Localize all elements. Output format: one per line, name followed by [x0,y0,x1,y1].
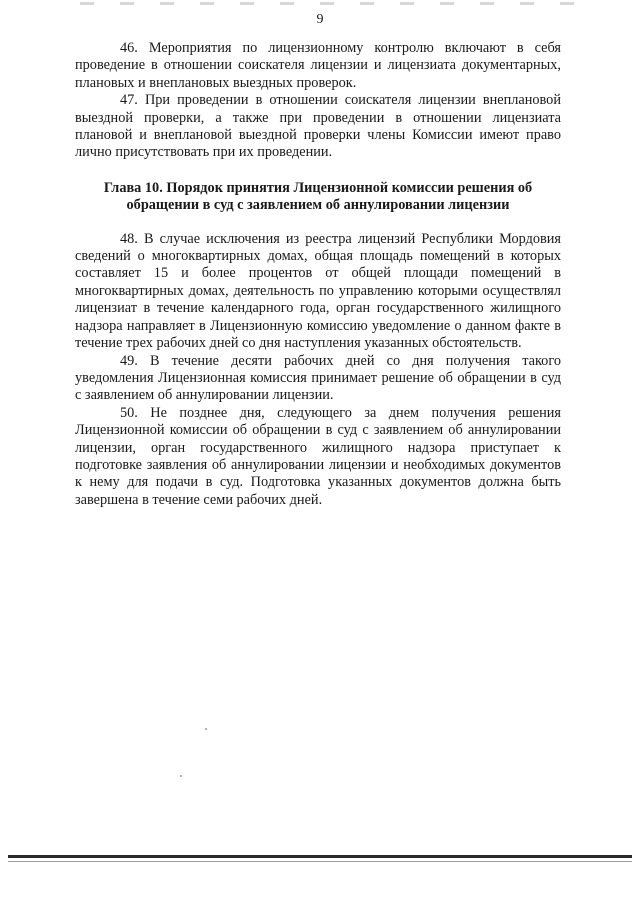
document-body [75,40,561,509]
scan-speck [180,775,182,777]
paragraph-47: 47. При проведении в отношении соискателя лицензии внеплановой выездной проверки, а также при проведении в отношении лицензиата плановой и внеплановой выездной проверки члены Комиссии имеют право лично присутствовать при их проведении. [75,92,561,161]
paragraph-48: 48. В случае исключения из реестра лицензий Республики Мордовия сведений о многоквартирных домах, общая площадь помещений в которых составляет 15 и более процентов от общей площади помещений в многоквартирных домах, деятельность по управлению которыми осуществлял лицензиат в течение календарного года, орган государственного жилищного надзора направляет в Лицензионную комиссию уведомление о данном факте в течение трех рабочих дней со дня наступления указанных обстоятельств. [75,230,561,352]
scan-artifact-bottom-line [8,861,632,862]
scan-speck [205,728,207,730]
chapter-heading: Глава 10. Порядок принятия Лицензионной комиссии решения об обращении в суд с заявлением об аннулировании лицензии [103,179,533,214]
paragraph-50: 50. Не позднее дня, следующего за днем получения решения Лицензионной комиссии об обращении в суд с заявлением об аннулировании лицензии, орган государственного жилищного надзора приступает к подготовке заявления об аннулировании лицензии и необходимых документов к нему для подачи в суд. Подготовка указанных документов должна быть завершена в течение семи рабочих дней. [75,404,561,508]
scan-artifact-bottom-line [8,855,632,858]
scan-artifact-top [80,2,600,5]
page-number: 9 [316,12,324,27]
paragraph-49: 49. В течение десяти рабочих дней со дня получения такого уведомления Лицензионная комиссия принимает решение об обращении в суд с заявлением об аннулировании лицензии. [75,352,561,404]
paragraph-46: 46. Мероприятия по лицензионному контролю включают в себя проведение в отношении соискателя лицензии и лицензиата документарных, плановых и внеплановых выездных проверок. [75,40,561,91]
